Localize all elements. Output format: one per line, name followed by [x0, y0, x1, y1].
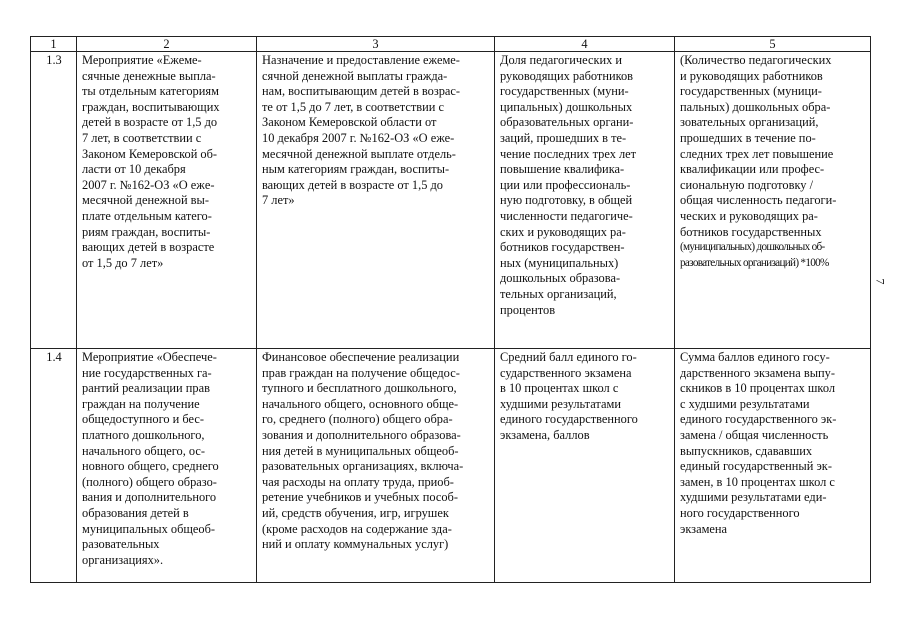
description-cell	[257, 52, 495, 349]
page-number: 7	[873, 278, 888, 285]
formula-cell	[675, 349, 871, 583]
description-text: Назначение и предоставление ежеме- сячной денежной выплаты гражда- нам, воспитывающим детей в возрас- те от 1,5 до 7 лет, в соответствии с Законом Кемеровской области от 10 декабря 2007 г. №162-ОЗ «О еже- месячной денежной выплате отдель- ным категориям граждан, воспиты- вающих детей в возрасте от 1,5 до 7 лет»	[262, 53, 461, 208]
measure-cell	[77, 349, 257, 583]
formula-text: (Количество педагогических и руководящих работников государственных (муници- пальных) дошкольных обра- зовательных организаций, прошедших в течение по- следних трех лет повышение квалификации или профес- сиональную подготовку / общая численность педагоги- ческих и руководящих ра- ботников государственных	[680, 53, 837, 239]
header-cell: 1	[31, 37, 77, 52]
table-row	[31, 349, 871, 583]
formula-text: Сумма баллов единого госу- дарственного экзамена выпу- скников в 10 процентах школ с худшими результатами единого государственного эк- замена / общая численность выпускников, сдававших единый государственный эк- замен, в 10 процентах школ с худшими результатами еди- ного государственного экзамена	[680, 350, 837, 536]
table-header-row	[31, 37, 871, 52]
description-cell	[257, 349, 495, 583]
formula-cell	[675, 52, 871, 349]
measure-text: Мероприятие «Ежеме- сячные денежные выпла- ты отдельным категориям граждан, воспитывающих детей в возрасте от 1,5 до 7 лет, в соответствии с Законом Кемеровской об- ласти от 10 декабря 2007 г. №162-ОЗ «О ежe- месячной денежной вы- плате отдельным катего- риям граждан, воспиты- вающих детей в возрасте от 1,5 до 7 лет»	[82, 53, 220, 270]
indicator-cell	[495, 52, 675, 349]
table-row	[31, 52, 871, 349]
header-cell: 3	[257, 37, 495, 52]
header-cell: 5	[675, 37, 871, 52]
indicator-text: Средний балл единого го- сударственного экзамена в 10 процентах школ с худшими результатами единого государственного экзамена, баллов	[500, 350, 638, 442]
measure-text: Мероприятие «Обеспече- ние государственных га- рантий реализации прав граждан на получение общедоступного и бес- платного дошкольного, начального общего, ос- новного общего, среднего (полного) общего образо- вания и дополнительного образования детей в муниципальных общеоб- разовательных организациях».	[82, 350, 219, 567]
header-cell: 4	[495, 37, 675, 52]
formula-text-condensed: (муниципальных) дошкольных об- разовательных организаций) *100%	[680, 241, 829, 269]
header-cell: 2	[77, 37, 257, 52]
row-number: 1.3	[31, 52, 77, 349]
measure-cell	[77, 52, 257, 349]
indicator-text: Доля педагогических и руководящих работников государственных (муни- ципальных) дошкольных образовательных органи- заций, прошедших в те- чение последних трех лет повышение квалифика- ции или профессиональ- ную подготовку, в общей численности педагогиче- ских и руководящих ра- ботников государствен- ных (муниципальных) дошкольных образова- тельных организаций, процентов	[500, 53, 637, 317]
row-number: 1.4	[31, 349, 77, 583]
program-table	[30, 36, 871, 583]
description-text: Финансовое обеспечение реализации прав граждан на получение общедос- тупного и бесплатного дошкольного, начального общего, основного обще- го, среднего (полного) общего обра- зования и дополнительного образова- ния детей в муниципальных общеоб- разовательных организациях, включа- чая расходы на оплату труда, приоб- ретение учебников и учебных пособ- ий, средств обучения, игр, игрушек (кроме расходов на содержание зда- ний и оплату коммунальных услуг)	[262, 350, 464, 552]
indicator-cell	[495, 349, 675, 583]
